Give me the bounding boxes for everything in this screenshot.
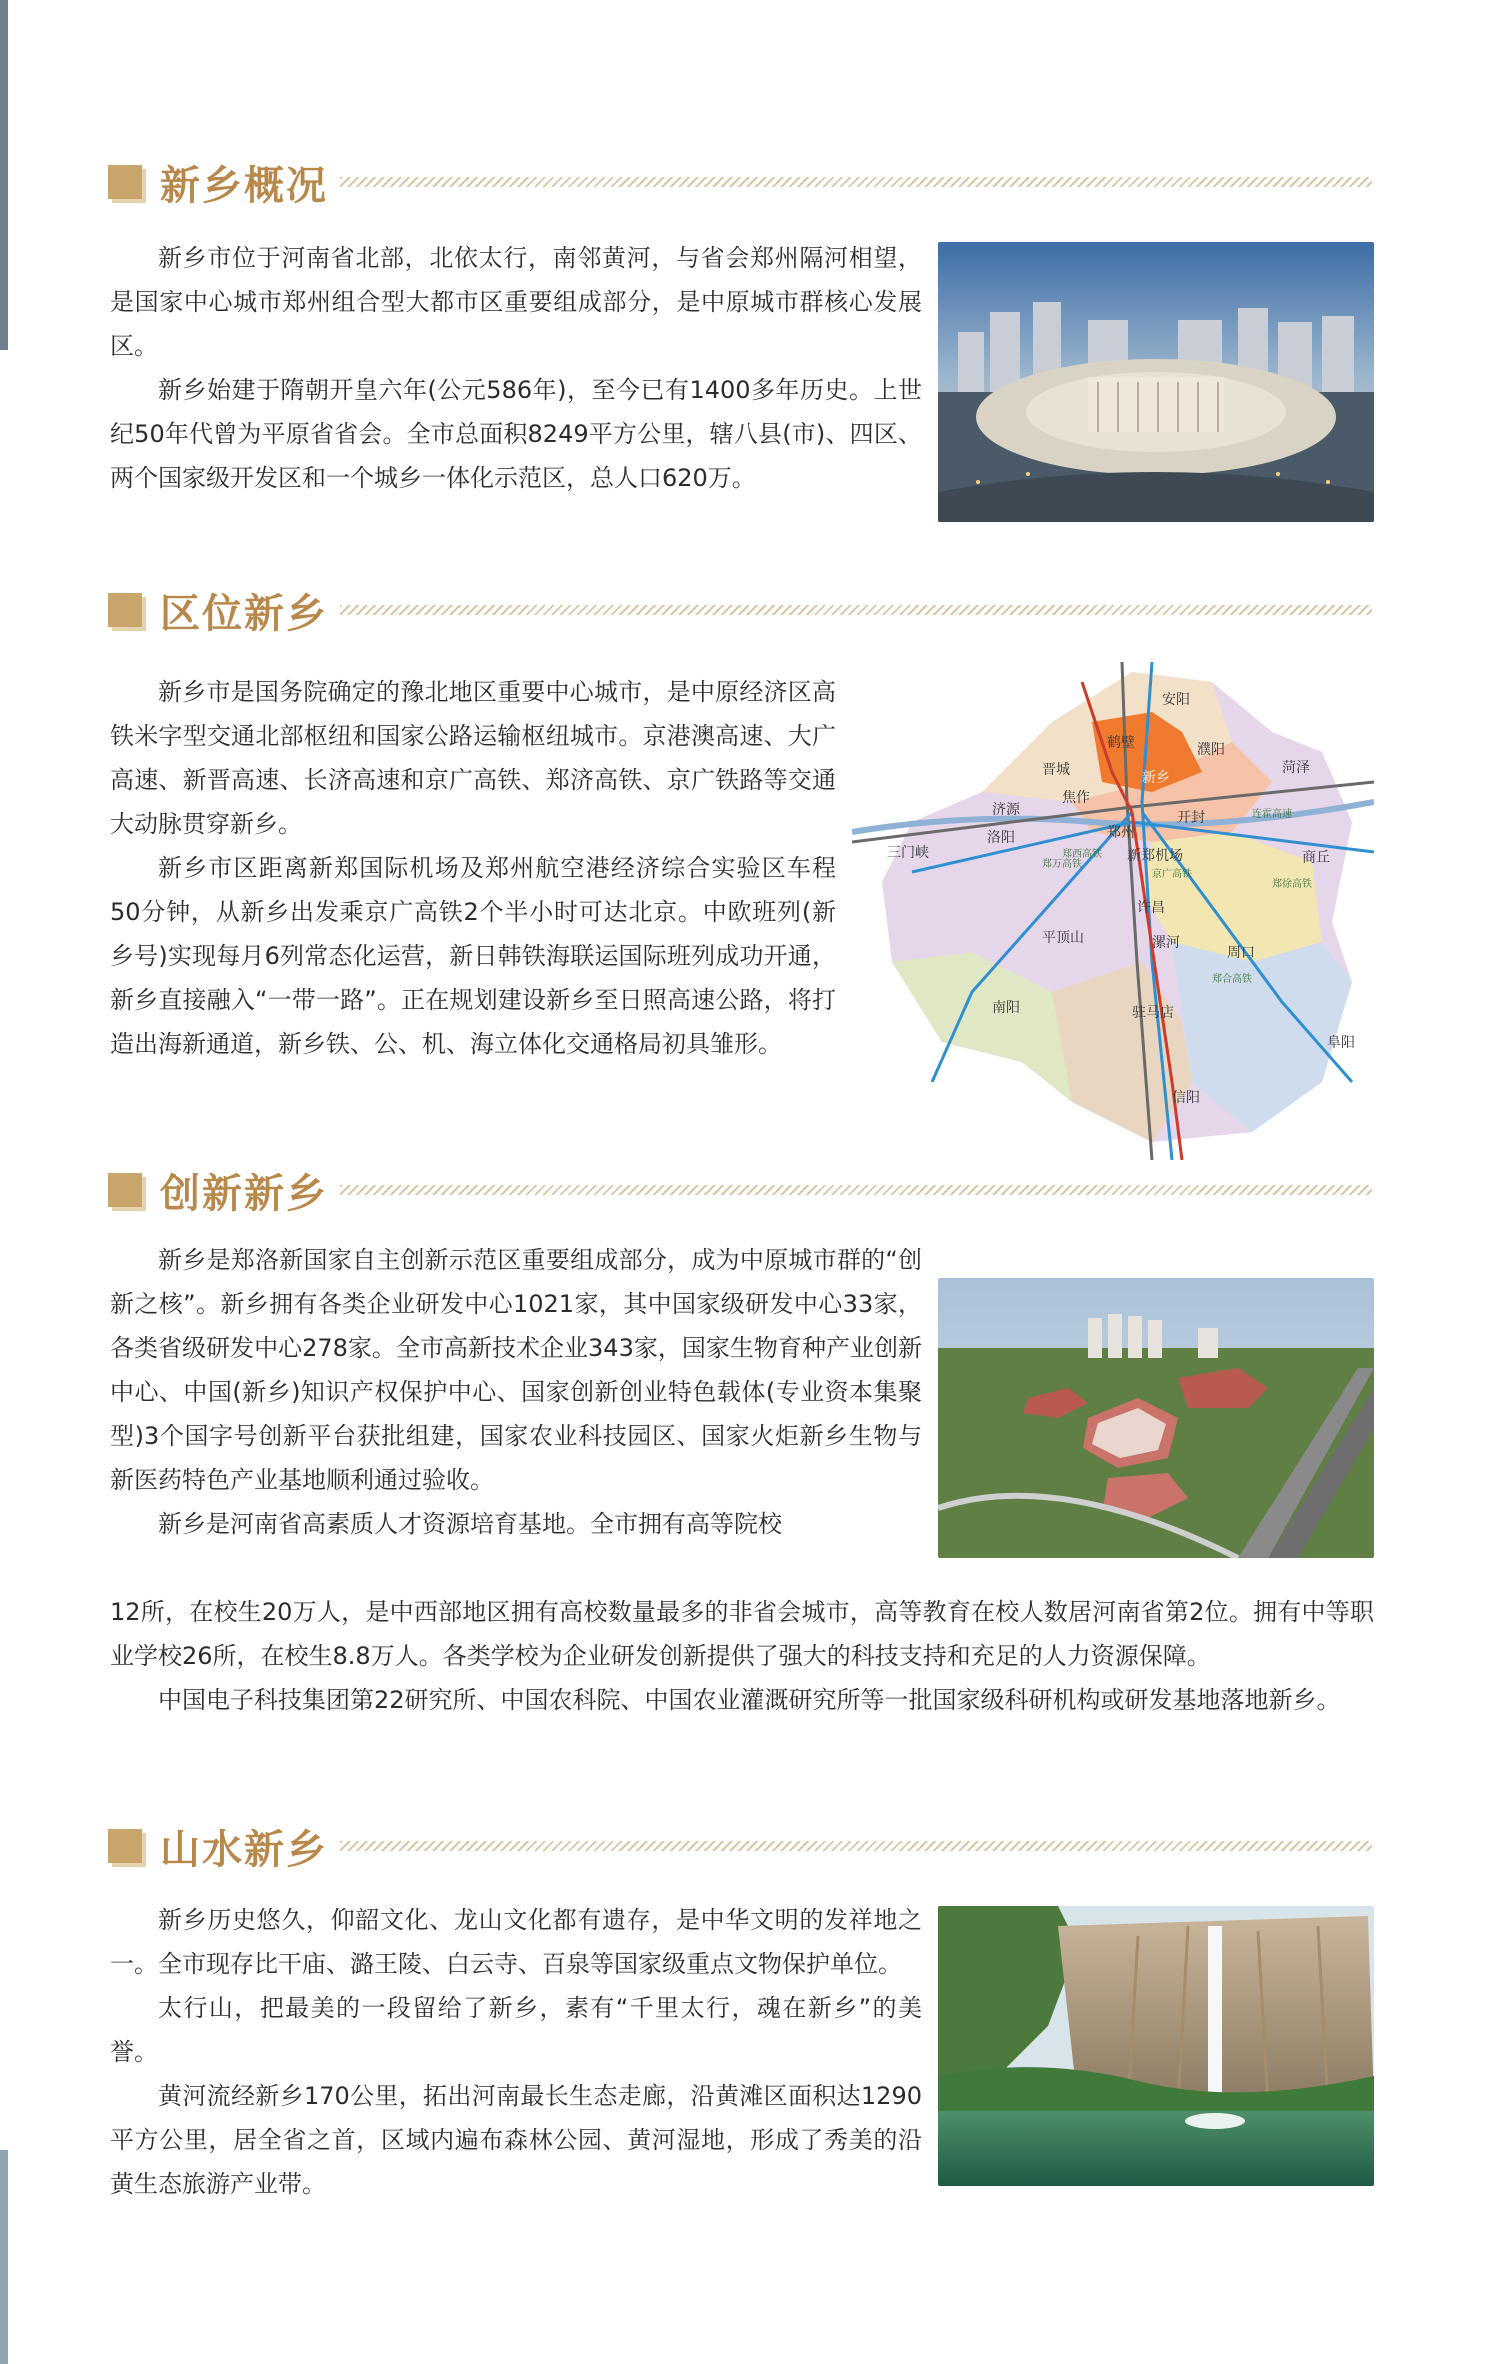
map-city-label: 三门峡	[887, 845, 929, 861]
map-city-label: 济源	[992, 802, 1020, 818]
title-divider	[340, 177, 1372, 187]
paragraph: 12所，在校生20万人，是中西部地区拥有高校数量最多的非省会城市，高等教育在校人数居河南省第2位。拥有中等职业学校26所，在校生8.8万人。各类学校为企业研发创新提供了强大的科技支持和充足的人力资源保障。	[110, 1598, 1374, 1670]
map-city-label: 周口	[1227, 945, 1255, 961]
section-title-innovation	[108, 1164, 328, 1216]
title-square-icon	[108, 1173, 142, 1207]
map-city-label: 焦作	[1062, 790, 1090, 806]
paragraph: 中国电子科技集团第22研究所、中国农科院、中国农业灌溉研究所等一批国家级科研机构或研发基地落地新乡。	[158, 1686, 1341, 1714]
map-route-label: 郑万高铁	[1042, 859, 1082, 870]
map-city-label: 信阳	[1172, 1090, 1200, 1106]
map-city-label: 鹤壁	[1107, 735, 1135, 751]
title-square-icon	[108, 1829, 142, 1863]
map-city-label: 菏泽	[1282, 760, 1310, 776]
map-city-label: 驻马店	[1132, 1005, 1174, 1021]
map-city-label: 濮阳	[1197, 742, 1225, 758]
title-square-icon	[108, 593, 142, 627]
map-city-label: 郑州	[1107, 825, 1135, 841]
title-divider	[340, 605, 1372, 615]
transport-map	[852, 662, 1374, 1160]
section-title-overview	[108, 156, 328, 208]
section-body-innovation-narrow	[110, 1238, 922, 1546]
paragraph: 黄河流经新乡170公里，拓出河南最长生态走廊，沿黄滩区面积达1290平方公里，居全省之首，区域内遍布森林公园、黄河湿地，形成了秀美的沿黄生态旅游产业带。	[110, 2082, 922, 2198]
section-heading: 创新新乡	[160, 1170, 328, 1217]
map-route-label: 连霍高速	[1252, 809, 1292, 820]
map-city-label: 南阳	[992, 1000, 1020, 1016]
map-route-label: 郑合高铁	[1212, 974, 1252, 985]
map-city-label: 平顶山	[1042, 930, 1084, 946]
map-route-label: 郑徐高铁	[1272, 879, 1312, 890]
title-divider	[340, 1185, 1372, 1195]
city-hall-photo	[938, 242, 1374, 522]
map-city-label: 阜阳	[1327, 1035, 1355, 1051]
map-city-label: 商丘	[1302, 850, 1330, 866]
paragraph: 新乡市是国务院确定的豫北地区重要中心城市，是中原经济区高铁米字型交通北部枢纽和国家公路运输枢纽城市。京港澳高速、大广高速、新晋高速、长济高速和京广高铁、郑济高铁、京广铁路等交通大动脉贯穿新乡。	[110, 678, 836, 838]
map-city-label: 安阳	[1162, 692, 1190, 708]
section-title-location	[108, 584, 328, 636]
paragraph: 新乡市位于河南省北部，北依太行，南邻黄河，与省会郑州隔河相望，是国家中心城市郑州组合型大都市区重要组成部分，是中原城市群核心发展区。	[110, 244, 922, 360]
industrial-park-photo	[938, 1278, 1374, 1558]
map-city-label: 许昌	[1137, 900, 1165, 916]
paragraph: 太行山，把最美的一段留给了新乡，素有“千里太行，魂在新乡”的美誉。	[110, 1994, 922, 2066]
section-heading: 区位新乡	[160, 590, 328, 637]
map-city-label: 晋城	[1042, 762, 1070, 778]
section-body-location	[110, 670, 836, 1066]
page-edge-bottom	[0, 2150, 8, 2364]
title-divider	[340, 1841, 1372, 1851]
section-body-innovation-wide	[110, 1590, 1374, 1722]
paragraph: 新乡是河南省高素质人才资源培育基地。全市拥有高等院校	[158, 1510, 782, 1538]
section-body-overview	[110, 236, 922, 500]
section-body-landscape	[110, 1898, 922, 2206]
paragraph: 新乡始建于隋朝开皇六年(公元586年)，至今已有1400多年历史。上世纪50年代曾为平原省省会。全市总面积8249平方公里，辖八县(市)、四区、两个国家级开发区和一个城乡一体化示范区，总人口620万。	[110, 376, 922, 492]
map-route-label: 京广高铁	[1152, 869, 1192, 880]
paragraph: 新乡历史悠久，仰韶文化、龙山文化都有遗存，是中华文明的发祥地之一。全市现存比干庙、潞王陵、白云寺、百泉等国家级重点文物保护单位。	[110, 1906, 922, 1978]
section-title-landscape	[108, 1820, 328, 1872]
waterfall-photo	[938, 1906, 1374, 2186]
page-edge-top	[0, 0, 8, 350]
map-city-label: 开封	[1177, 810, 1205, 826]
map-city-label: 新郑机场	[1127, 848, 1183, 864]
paragraph: 新乡市区距离新郑国际机场及郑州航空港经济综合实验区车程50分钟，从新乡出发乘京广高铁2个半小时可达北京。中欧班列(新乡号)实现每月6列常态化运营，新日韩铁海联运国际班列成功开通，新乡直接融入“一带一路”。正在规划建设新乡至日照高速公路，将打造出海新通道，新乡铁、公、机、海立体化交通格局初具雏形。	[110, 854, 836, 1058]
title-square-icon	[108, 165, 142, 199]
paragraph: 新乡是郑洛新国家自主创新示范区重要组成部分，成为中原城市群的“创新之核”。新乡拥有各类企业研发中心1021家，其中国家级研发中心33家，各类省级研发中心278家。全市高新技术企业343家，国家生物育种产业创新中心、中国(新乡)知识产权保护中心、国家创新创业特色载体(专业资本集聚型)3个国字号创新平台获批组建，国家农业科技园区、国家火炬新乡生物与新医药特色产业基地顺利通过验收。	[110, 1246, 922, 1494]
map-route-label: 郑西高铁	[1062, 849, 1102, 860]
section-heading: 山水新乡	[160, 1826, 328, 1873]
map-city-label: 漯河	[1152, 935, 1180, 951]
map-city-label: 洛阳	[987, 830, 1015, 846]
section-heading: 新乡概况	[160, 162, 328, 209]
map-city-label: 新乡	[1142, 770, 1170, 786]
